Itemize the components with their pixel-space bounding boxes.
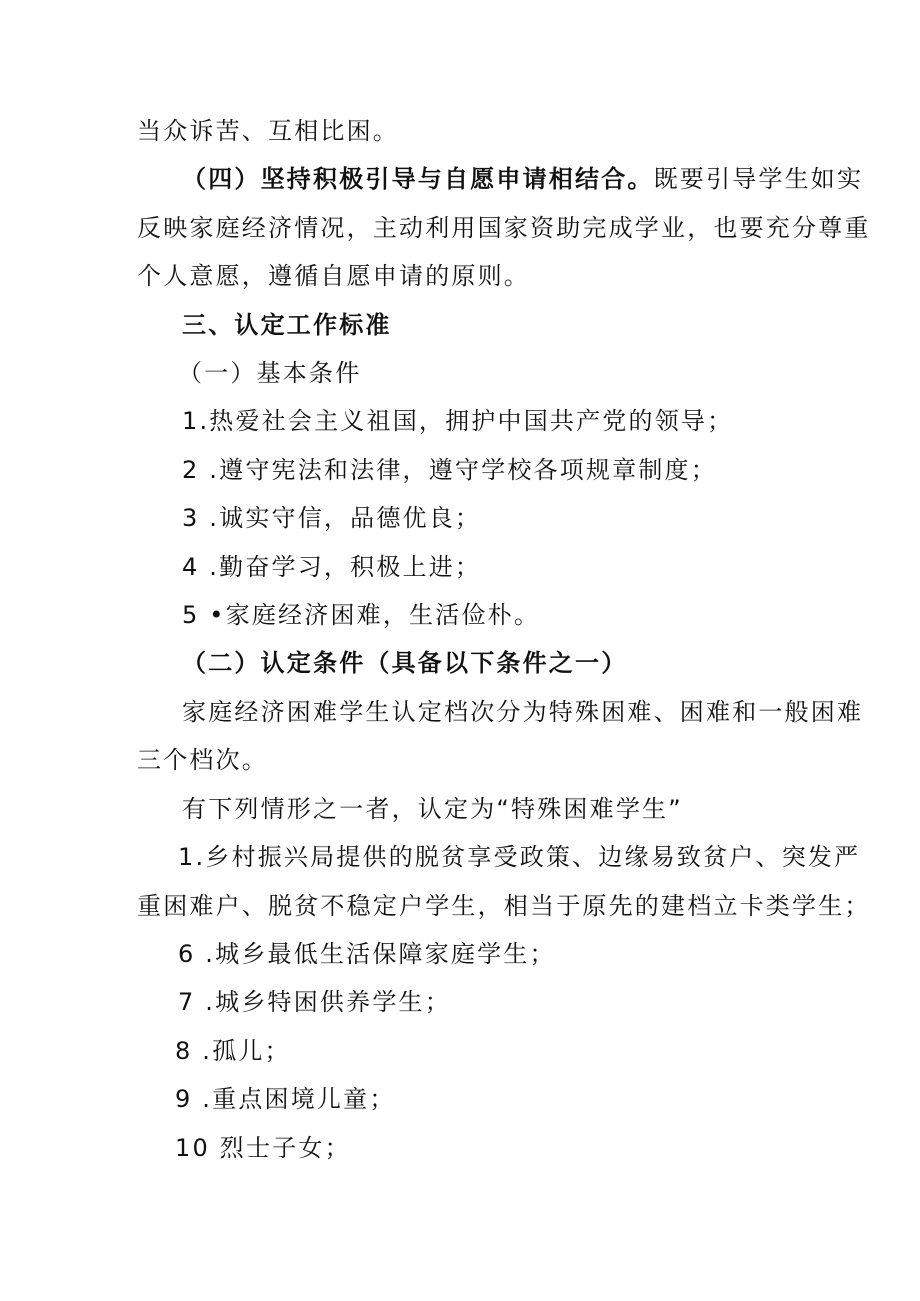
paragraph-line: 家庭经济困难学生认定档次分为特殊困难、困难和一般困难 — [182, 698, 864, 726]
paragraph-line: 有下列情形之一者，认定为“特殊困难学生” — [182, 795, 683, 823]
subsection-heading: （一）基本条件 — [178, 359, 362, 387]
list-item: 1.乡村振兴局提供的脱贫享受政策、边缘易致贫户、突发严 — [178, 843, 861, 871]
list-item: 9 .重点困境儿童； — [175, 1085, 396, 1113]
list-item: 6 .城乡最低生活保障家庭学生； — [178, 940, 556, 968]
subsection-heading: （二）认定条件（具备以下条件之一） — [182, 649, 628, 677]
list-item: 5 •家庭经济困难，生活俭朴。 — [182, 601, 541, 629]
principle-four-lead: （四）坚持积极引导与自愿申请相结合。 — [182, 165, 654, 193]
paragraph-line: 个人意愿，遵循自愿申请的原则。 — [137, 262, 530, 290]
principle-four-text: 既要引导学生如实 — [653, 165, 864, 193]
paragraph-principle-four — [182, 163, 863, 195]
paragraph-line: 三个档次。 — [137, 746, 268, 774]
list-item: 1.热爱社会主义祖国，拥护中国共产党的领导； — [182, 407, 734, 435]
list-item: 2 .遵守宪法和法律，遵守学校各项规章制度； — [182, 456, 717, 484]
list-item: 4 .勤奋学习，积极上进； — [182, 553, 482, 581]
list-item: 3 .诚实守信，品德优良； — [182, 504, 482, 532]
section-heading: 三、认定工作标准 — [182, 311, 392, 339]
list-item-continuation: 重困难户、脱贫不稳定户学生，相当于原先的建档立卡类学生； — [137, 892, 871, 920]
list-item: 10 烈士子女； — [175, 1134, 351, 1162]
list-item: 7 .城乡特困供养学生； — [178, 988, 451, 1016]
paragraph-line: 反映家庭经济情况，主动利用国家资助完成学业，也要充分尊重 — [137, 214, 871, 242]
list-item: 8 .孤儿； — [175, 1037, 291, 1065]
paragraph-line: 当众诉苦、互相比困。 — [137, 117, 399, 145]
